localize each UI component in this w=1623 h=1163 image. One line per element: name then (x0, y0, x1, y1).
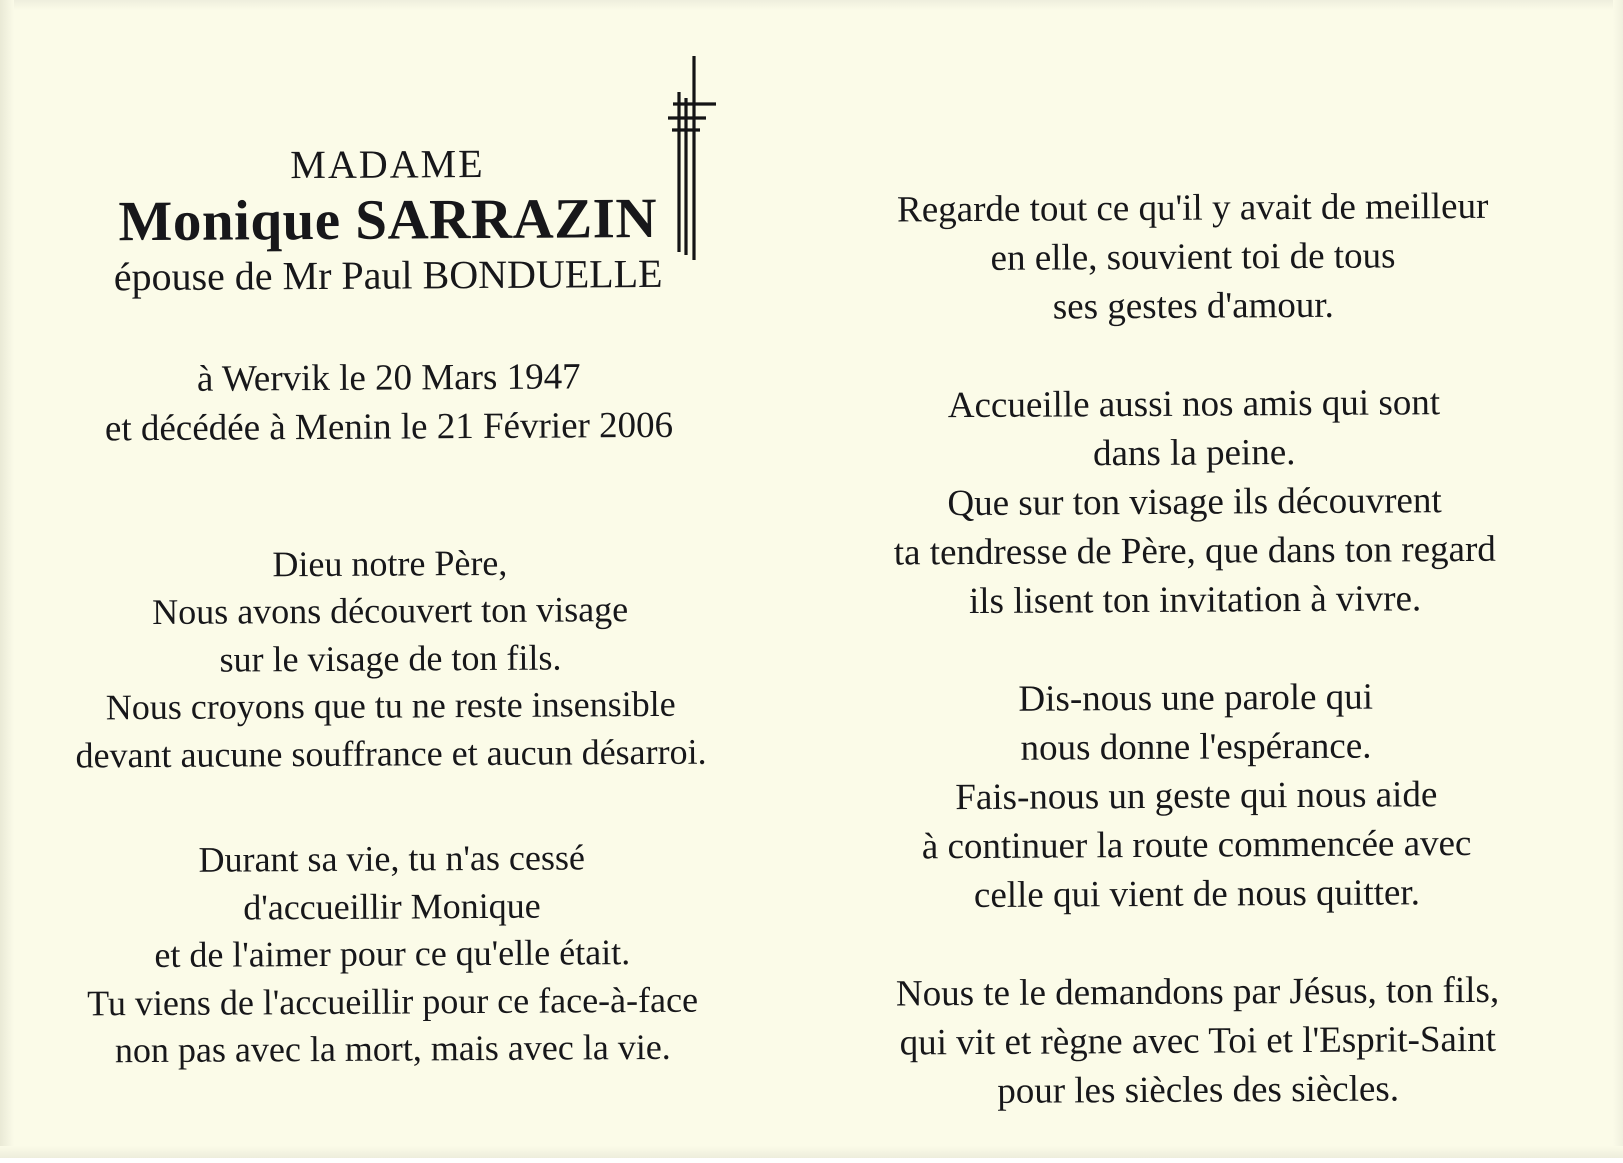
right-block-four (792, 965, 1603, 1118)
birth-line: à Wervik le 20 Mars 1947 (196, 356, 581, 400)
prayer-line: Nous te le demandons par Jésus, ton fils, (895, 969, 1500, 1015)
prayer-line: Fais-nous un geste qui nous aide (955, 774, 1438, 819)
prayer-line: et de l'aimer pour ce qu'elle était. (154, 932, 631, 976)
prayer-block-two (22, 833, 763, 1075)
prayer-line: à continuer la route commencée avec (921, 823, 1472, 868)
prayer-line: celle qui vient de nous quitter. (973, 872, 1421, 917)
prayer-line: pour les siècles des siècles. (997, 1068, 1400, 1112)
life-dates (19, 352, 760, 454)
left-column (17, 140, 763, 1075)
prayer-line: ses gestes d'amour. (1052, 285, 1334, 328)
prayer-line: d'accueillir Monique (243, 885, 541, 928)
prayer-line: non pas avec la mort, mais avec la vie. (114, 1027, 671, 1071)
prayer-line: Tu viens de l'accueillir pour ce face-à-face (87, 979, 699, 1024)
prayer-line: en elle, souvient toi de tous (990, 235, 1396, 280)
prayer-line: dans la peine. (1092, 431, 1296, 475)
prayer-line: Dieu notre Père, (272, 542, 508, 584)
prayer-line: Dis-nous une parole qui (1018, 676, 1374, 720)
death-line: et décédée à Menin le 21 Février 2006 (104, 404, 674, 449)
honorific: MADAME (290, 140, 485, 188)
prayer-line: Nous croyons que tu ne reste insensible (105, 683, 676, 728)
prayer-line: qui vit et règne avec Toi et l'Esprit-Saint (899, 1018, 1497, 1064)
prayer-line: nous donne l'espérance. (1020, 725, 1372, 769)
prayer-line: sur le visage de ton fils. (219, 637, 562, 680)
right-column (788, 181, 1604, 1117)
right-block-three (791, 671, 1602, 922)
prayer-line: Que sur ton visage ils découvrent (947, 480, 1442, 525)
spouse-line: épouse de Mr Paul BONDUELLE (113, 250, 663, 300)
right-block-one (788, 181, 1599, 334)
right-block-two (789, 377, 1600, 628)
prayer-line: devant aucune souffrance et aucun désarroi. (75, 731, 707, 776)
prayer-line: ils lisent ton invitation à vivre. (968, 578, 1422, 623)
prayer-line: Accueille aussi nos amis qui sont (947, 381, 1441, 426)
prayer-line: ta tendresse de Père, que dans ton regard (893, 529, 1496, 574)
prayer-line: Regarde tout ce qu'il y avait de meilleur (896, 185, 1489, 231)
prayer-block-one (20, 538, 761, 780)
deceased-name: Monique SARRAZIN (118, 186, 658, 254)
prayer-line: Nous avons découvert ton visage (152, 589, 629, 633)
prayer-line: Durant sa vie, tu n'as cessé (198, 837, 586, 880)
